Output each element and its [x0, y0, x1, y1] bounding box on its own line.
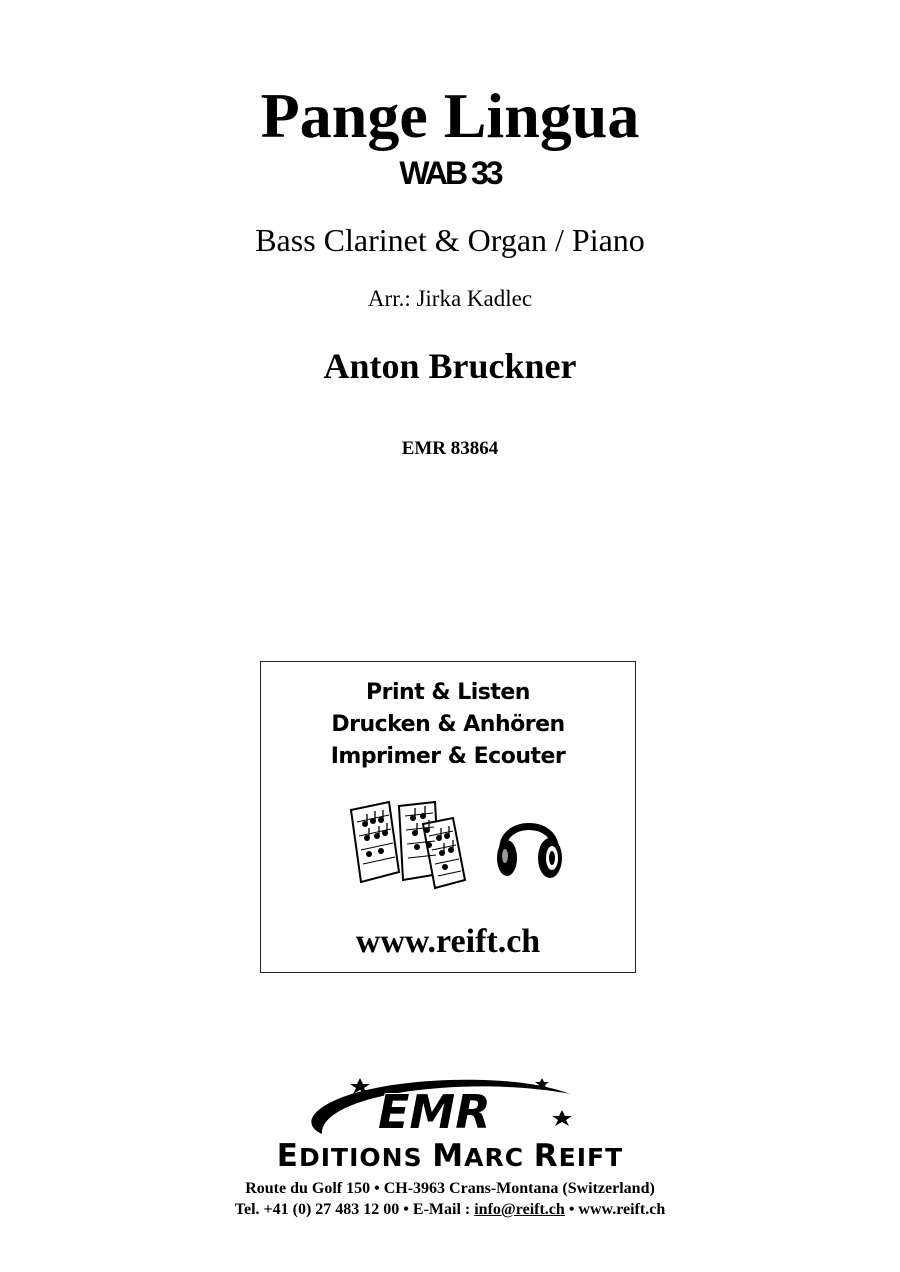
- promo-website-url[interactable]: www.reift.ch: [355, 923, 541, 960]
- arranger: Arr.: Jirka Kadlec: [367, 286, 533, 311]
- publisher-name-rest-2: ARC: [464, 1143, 534, 1172]
- promo-line-french: Imprimer & Ecouter: [330, 744, 566, 769]
- composer: Anton Bruckner: [323, 346, 577, 386]
- publisher-name-cap-3: R: [533, 1138, 559, 1174]
- contact-email-link[interactable]: info@reift.ch: [474, 1201, 565, 1218]
- publisher-name-rest-3: EIFT: [558, 1143, 624, 1172]
- contact-website[interactable]: • www.reift.ch: [564, 1201, 666, 1218]
- emr-logo: [300, 1072, 600, 1140]
- headphones-icon: [493, 804, 565, 882]
- publisher-name-rest-1: DITIONS: [298, 1143, 433, 1172]
- publisher-contact: [0, 1199, 900, 1221]
- catalog-number: WAB 33: [399, 155, 501, 191]
- publisher-name-cap-2: M: [432, 1138, 465, 1174]
- instrumentation: Bass Clarinet & Organ / Piano: [255, 222, 645, 258]
- title: Pange Lingua: [260, 80, 640, 151]
- sheet-music-icon: [339, 796, 469, 896]
- publisher-name: [0, 1140, 900, 1174]
- promo-line-english: Print & Listen: [366, 680, 530, 705]
- edition-number: EMR 83864: [401, 438, 499, 459]
- publisher-name-cap-1: E: [276, 1138, 299, 1174]
- emr-logo-text: EMR: [378, 1085, 491, 1139]
- promo-line-german: Drucken & Anhören: [331, 712, 565, 737]
- print-listen-box: [260, 661, 636, 973]
- publisher-address: Route du Golf 150 • CH-3963 Crans-Montana (Switzerland): [245, 1180, 655, 1197]
- contact-phone: Tel. +41 (0) 27 483 12 00 • E-Mail :: [234, 1201, 475, 1218]
